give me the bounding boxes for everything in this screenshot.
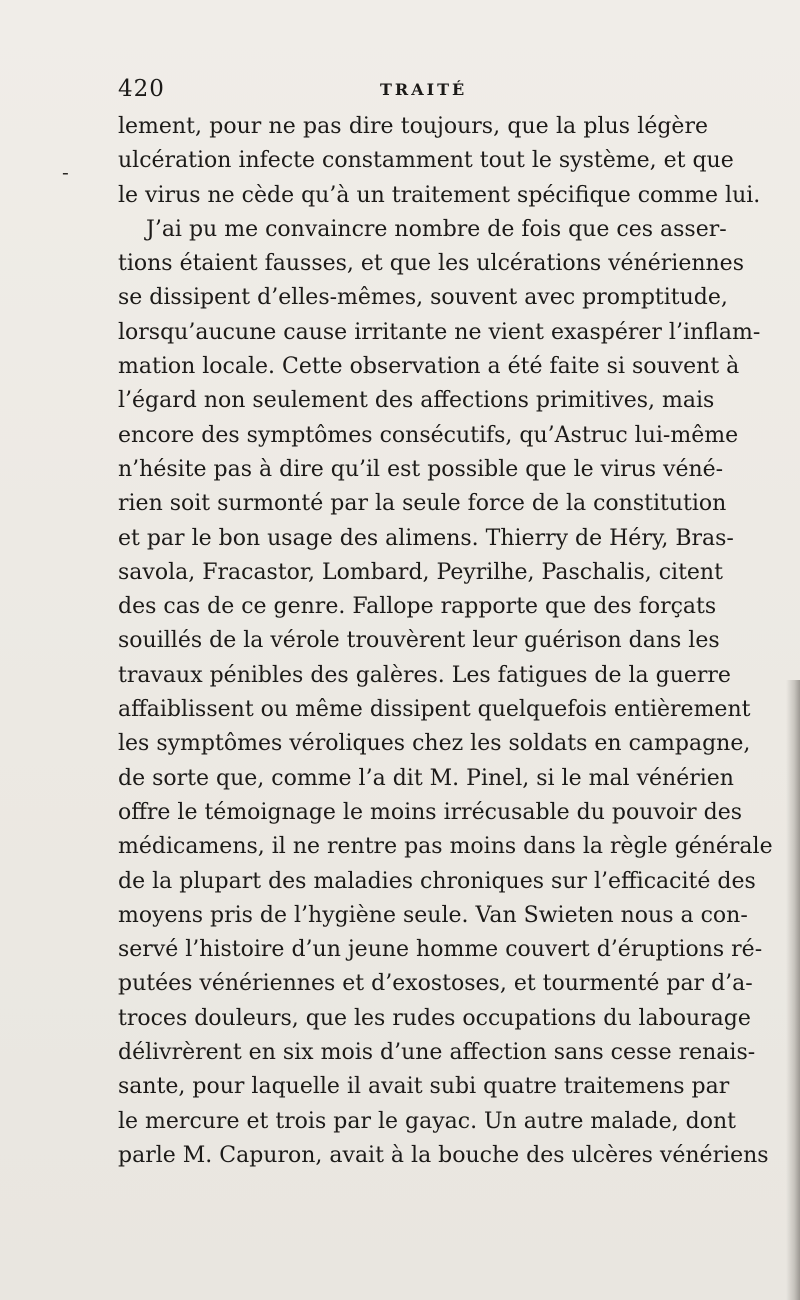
text-line: de la plupart des maladies chroniques sur l’efficacité des xyxy=(118,868,756,894)
text-line: parle M. Capuron, avait à la bouche des ulcères vénériens xyxy=(118,1142,769,1168)
text-line: travaux pénibles des galères. Les fatigues de la guerre xyxy=(118,662,731,688)
text-line: moyens pris de l’hygiène seule. Van Swieten nous a con- xyxy=(118,902,748,928)
text-line: mation locale. Cette observation a été faite si souvent à xyxy=(118,354,740,380)
text-line: rien soit surmonté par la seule force de la constitution xyxy=(118,491,727,517)
text-line: n’hésite pas à dire qu’il est possible que le virus véné- xyxy=(118,456,724,482)
text-line: affaiblissent ou même dissipent quelquefois entièrement xyxy=(118,697,751,723)
text-line: lement, pour ne pas dire toujours, que la plus légère xyxy=(118,114,708,139)
text-line: sante, pour laquelle il avait subi quatre traitemens par xyxy=(118,1074,730,1100)
text-line: se dissipent d’elles-mêmes, souvent avec promptitude, xyxy=(118,285,728,311)
text-line: médicamens, il ne rentre pas moins dans la règle générale xyxy=(118,834,773,860)
text-line: troces douleurs, que les rudes occupations du labourage xyxy=(118,1005,751,1031)
text-line: des cas de ce genre. Fallope rapporte que des forçats xyxy=(118,594,717,620)
body-text xyxy=(118,110,773,1173)
text-line: tions étaient fausses, et que les ulcérations vénériennes xyxy=(118,251,744,277)
text-line: putées vénériennes et d’exostoses, et tourmenté par d’a- xyxy=(118,971,753,997)
text-line: lorsqu’aucune cause irritante ne vient exaspérer l’inflam- xyxy=(118,319,761,345)
margin-mark: - xyxy=(62,160,69,184)
text-line: souillés de la vérole trouvèrent leur guérison dans les xyxy=(118,628,720,654)
text-line: et par le bon usage des alimens. Thierry de Héry, Bras- xyxy=(118,525,734,551)
page-edge-shadow xyxy=(786,680,800,1300)
page-header xyxy=(118,76,704,106)
text-line: encore des symptômes consécutifs, qu’Astruc lui-même xyxy=(118,422,739,448)
text-line: ulcération infecte constamment tout le système, et que xyxy=(118,148,734,174)
text-line: le virus ne cède qu’à un traitement spécifique comme lui. xyxy=(118,182,761,208)
running-head: TRAITÉ xyxy=(380,80,468,99)
text-line: J’ai pu me convaincre nombre de fois que ces asser- xyxy=(146,216,727,242)
text-line: de sorte que, comme l’a dit M. Pinel, si le mal vénérien xyxy=(118,765,734,791)
text-line: servé l’histoire d’un jeune homme couvert d’éruptions ré- xyxy=(118,937,763,963)
text-line: les symptômes véroliques chez les soldats en campagne, xyxy=(118,731,751,757)
page-number: 420 xyxy=(118,76,165,102)
text-line: l’égard non seulement des affections primitives, mais xyxy=(118,388,715,414)
text-line: savola, Fracastor, Lombard, Peyrilhe, Paschalis, citent xyxy=(118,559,723,585)
text-line: le mercure et trois par le gayac. Un autre malade, dont xyxy=(118,1108,736,1134)
text-line: offre le témoignage le moins irrécusable du pouvoir des xyxy=(118,799,743,825)
text-line: délivrèrent en six mois d’une affection sans cesse renais- xyxy=(118,1040,756,1066)
